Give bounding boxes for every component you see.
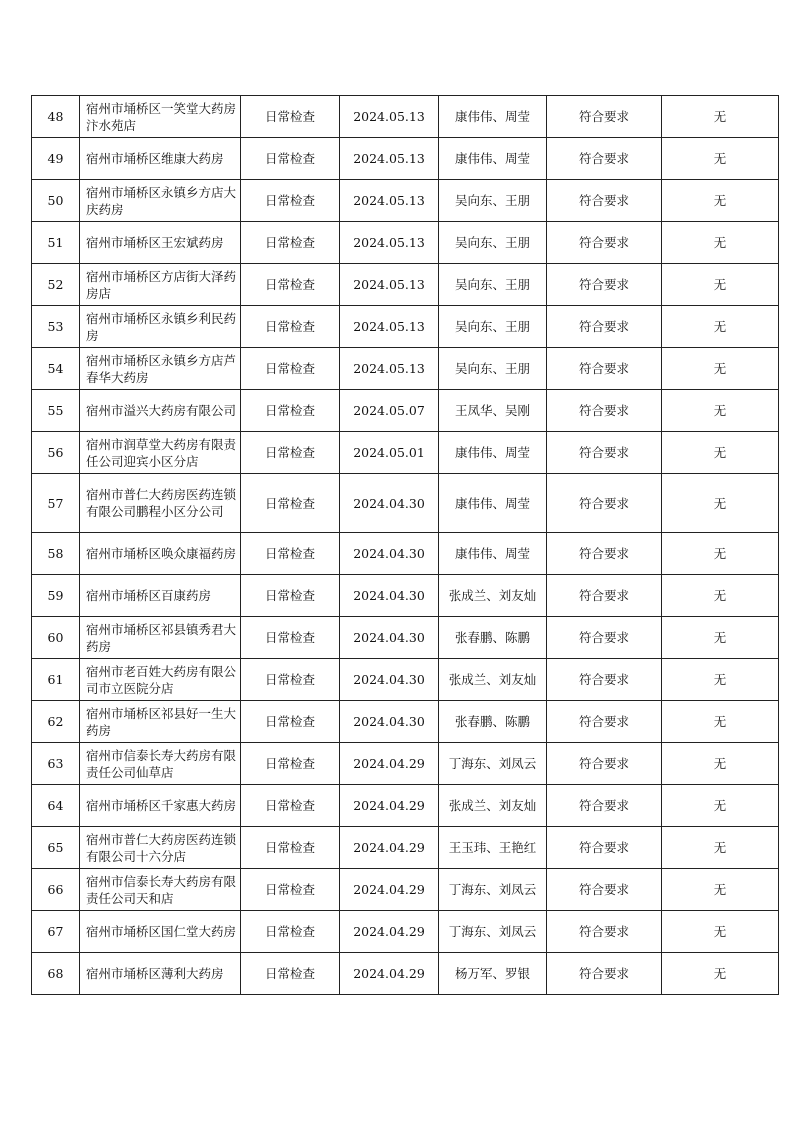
inspection-type-cell: 日常检查 <box>241 617 340 659</box>
inspection-table <box>31 95 779 995</box>
remark-cell: 无 <box>662 348 779 390</box>
row-number-cell: 66 <box>32 869 80 911</box>
remark-cell: 无 <box>662 432 779 474</box>
inspection-date-cell: 2024.04.30 <box>340 659 439 701</box>
row-number-cell: 53 <box>32 306 80 348</box>
row-number-cell: 65 <box>32 827 80 869</box>
inspection-type-cell: 日常检查 <box>241 264 340 306</box>
remark-cell: 无 <box>662 264 779 306</box>
inspection-date-cell: 2024.04.29 <box>340 743 439 785</box>
pharmacy-name-cell: 宿州市埇桥区永镇乡方店芦春华大药房 <box>80 348 241 390</box>
remark-cell: 无 <box>662 390 779 432</box>
inspectors-cell: 王玉玮、王艳红 <box>439 827 547 869</box>
result-cell: 符合要求 <box>547 138 662 180</box>
result-cell: 符合要求 <box>547 96 662 138</box>
pharmacy-name-cell: 宿州市埇桥区国仁堂大药房 <box>80 911 241 953</box>
table-row <box>32 785 779 827</box>
result-cell: 符合要求 <box>547 222 662 264</box>
result-cell: 符合要求 <box>547 306 662 348</box>
inspection-date-cell: 2024.04.30 <box>340 533 439 575</box>
inspectors-cell: 吴向东、王朋 <box>439 180 547 222</box>
inspection-type-cell: 日常检查 <box>241 306 340 348</box>
inspection-date-cell: 2024.05.13 <box>340 306 439 348</box>
inspection-type-cell: 日常检查 <box>241 869 340 911</box>
result-cell: 符合要求 <box>547 659 662 701</box>
result-cell: 符合要求 <box>547 348 662 390</box>
row-number-cell: 52 <box>32 264 80 306</box>
inspection-type-cell: 日常检查 <box>241 533 340 575</box>
inspection-type-cell: 日常检查 <box>241 432 340 474</box>
pharmacy-name-cell: 宿州市埇桥区千家惠大药房 <box>80 785 241 827</box>
row-number-cell: 58 <box>32 533 80 575</box>
table-row <box>32 953 779 995</box>
inspectors-cell: 张春鹏、陈鹏 <box>439 701 547 743</box>
inspection-date-cell: 2024.05.13 <box>340 96 439 138</box>
inspection-type-cell: 日常检查 <box>241 390 340 432</box>
remark-cell: 无 <box>662 785 779 827</box>
inspection-date-cell: 2024.05.13 <box>340 348 439 390</box>
remark-cell: 无 <box>662 306 779 348</box>
inspectors-cell: 张春鹏、陈鹏 <box>439 617 547 659</box>
table-row <box>32 869 779 911</box>
inspection-date-cell: 2024.04.29 <box>340 911 439 953</box>
pharmacy-name-cell: 宿州市埇桥区永镇乡方店大庆药房 <box>80 180 241 222</box>
pharmacy-name-cell: 宿州市埇桥区祁县好一生大药房 <box>80 701 241 743</box>
inspection-date-cell: 2024.04.29 <box>340 785 439 827</box>
inspectors-cell: 王凤华、吴刚 <box>439 390 547 432</box>
pharmacy-name-cell: 宿州市老百姓大药房有限公司市立医院分店 <box>80 659 241 701</box>
inspection-type-cell: 日常检查 <box>241 785 340 827</box>
remark-cell: 无 <box>662 953 779 995</box>
remark-cell: 无 <box>662 96 779 138</box>
inspection-date-cell: 2024.04.30 <box>340 474 439 533</box>
table-row <box>32 911 779 953</box>
row-number-cell: 60 <box>32 617 80 659</box>
remark-cell: 无 <box>662 617 779 659</box>
inspection-date-cell: 2024.05.13 <box>340 138 439 180</box>
remark-cell: 无 <box>662 701 779 743</box>
remark-cell: 无 <box>662 869 779 911</box>
row-number-cell: 63 <box>32 743 80 785</box>
inspection-type-cell: 日常检查 <box>241 180 340 222</box>
inspectors-cell: 张成兰、刘友灿 <box>439 785 547 827</box>
inspection-date-cell: 2024.04.30 <box>340 575 439 617</box>
inspectors-cell: 吴向东、王朋 <box>439 306 547 348</box>
table-row <box>32 306 779 348</box>
pharmacy-name-cell: 宿州市埇桥区方店街大泽药房店 <box>80 264 241 306</box>
remark-cell: 无 <box>662 743 779 785</box>
row-number-cell: 55 <box>32 390 80 432</box>
inspection-type-cell: 日常检查 <box>241 827 340 869</box>
pharmacy-name-cell: 宿州市埇桥区祁县镇秀君大药房 <box>80 617 241 659</box>
pharmacy-name-cell: 宿州市信泰长寿大药房有限责任公司仙草店 <box>80 743 241 785</box>
remark-cell: 无 <box>662 138 779 180</box>
pharmacy-name-cell: 宿州市埇桥区维康大药房 <box>80 138 241 180</box>
result-cell: 符合要求 <box>547 180 662 222</box>
inspection-type-cell: 日常检查 <box>241 701 340 743</box>
inspection-date-cell: 2024.05.13 <box>340 222 439 264</box>
inspectors-cell: 康伟伟、周莹 <box>439 138 547 180</box>
inspection-type-cell: 日常检查 <box>241 348 340 390</box>
row-number-cell: 61 <box>32 659 80 701</box>
result-cell: 符合要求 <box>547 743 662 785</box>
remark-cell: 无 <box>662 533 779 575</box>
inspection-type-cell: 日常检查 <box>241 575 340 617</box>
remark-cell: 无 <box>662 827 779 869</box>
remark-cell: 无 <box>662 659 779 701</box>
inspection-type-cell: 日常检查 <box>241 953 340 995</box>
table-row <box>32 617 779 659</box>
result-cell: 符合要求 <box>547 827 662 869</box>
inspection-date-cell: 2024.04.30 <box>340 617 439 659</box>
inspection-type-cell: 日常检查 <box>241 743 340 785</box>
table-row <box>32 138 779 180</box>
table-row <box>32 701 779 743</box>
inspectors-cell: 吴向东、王朋 <box>439 348 547 390</box>
inspection-type-cell: 日常检查 <box>241 96 340 138</box>
table-row <box>32 533 779 575</box>
inspection-type-cell: 日常检查 <box>241 222 340 264</box>
inspectors-cell: 丁海东、刘凤云 <box>439 869 547 911</box>
pharmacy-name-cell: 宿州市埇桥区永镇乡利民药房 <box>80 306 241 348</box>
row-number-cell: 51 <box>32 222 80 264</box>
remark-cell: 无 <box>662 222 779 264</box>
remark-cell: 无 <box>662 911 779 953</box>
inspection-type-cell: 日常检查 <box>241 474 340 533</box>
row-number-cell: 67 <box>32 911 80 953</box>
inspectors-cell: 吴向东、王朋 <box>439 264 547 306</box>
pharmacy-name-cell: 宿州市埇桥区百康药房 <box>80 575 241 617</box>
row-number-cell: 62 <box>32 701 80 743</box>
result-cell: 符合要求 <box>547 474 662 533</box>
inspectors-cell: 丁海东、刘凤云 <box>439 911 547 953</box>
table-row <box>32 659 779 701</box>
result-cell: 符合要求 <box>547 264 662 306</box>
result-cell: 符合要求 <box>547 869 662 911</box>
row-number-cell: 59 <box>32 575 80 617</box>
result-cell: 符合要求 <box>547 701 662 743</box>
table-row <box>32 264 779 306</box>
inspectors-cell: 张成兰、刘友灿 <box>439 659 547 701</box>
inspection-date-cell: 2024.04.30 <box>340 701 439 743</box>
row-number-cell: 56 <box>32 432 80 474</box>
table-row <box>32 222 779 264</box>
inspectors-cell: 康伟伟、周莹 <box>439 533 547 575</box>
pharmacy-name-cell: 宿州市信泰长寿大药房有限责任公司天和店 <box>80 869 241 911</box>
pharmacy-name-cell: 宿州市埇桥区唤众康福药房 <box>80 533 241 575</box>
pharmacy-name-cell: 宿州市埇桥区薄利大药房 <box>80 953 241 995</box>
table-row <box>32 743 779 785</box>
inspection-date-cell: 2024.04.29 <box>340 827 439 869</box>
table-row <box>32 474 779 533</box>
table-row <box>32 390 779 432</box>
inspection-table-body <box>32 96 779 995</box>
remark-cell: 无 <box>662 180 779 222</box>
result-cell: 符合要求 <box>547 617 662 659</box>
inspection-date-cell: 2024.05.01 <box>340 432 439 474</box>
inspectors-cell: 杨万军、罗银 <box>439 953 547 995</box>
table-row <box>32 180 779 222</box>
inspectors-cell: 丁海东、刘凤云 <box>439 743 547 785</box>
inspection-date-cell: 2024.05.07 <box>340 390 439 432</box>
inspectors-cell: 康伟伟、周莹 <box>439 96 547 138</box>
row-number-cell: 54 <box>32 348 80 390</box>
pharmacy-name-cell: 宿州市润草堂大药房有限责任公司迎宾小区分店 <box>80 432 241 474</box>
pharmacy-name-cell: 宿州市埇桥区一笑堂大药房汴水苑店 <box>80 96 241 138</box>
table-row <box>32 575 779 617</box>
result-cell: 符合要求 <box>547 575 662 617</box>
result-cell: 符合要求 <box>547 533 662 575</box>
result-cell: 符合要求 <box>547 390 662 432</box>
inspection-type-cell: 日常检查 <box>241 138 340 180</box>
row-number-cell: 64 <box>32 785 80 827</box>
row-number-cell: 48 <box>32 96 80 138</box>
inspection-date-cell: 2024.05.13 <box>340 264 439 306</box>
inspection-date-cell: 2024.04.29 <box>340 953 439 995</box>
row-number-cell: 50 <box>32 180 80 222</box>
inspectors-cell: 张成兰、刘友灿 <box>439 575 547 617</box>
remark-cell: 无 <box>662 474 779 533</box>
row-number-cell: 57 <box>32 474 80 533</box>
table-row <box>32 432 779 474</box>
remark-cell: 无 <box>662 575 779 617</box>
table-row <box>32 96 779 138</box>
inspection-date-cell: 2024.04.29 <box>340 869 439 911</box>
result-cell: 符合要求 <box>547 911 662 953</box>
inspectors-cell: 康伟伟、周莹 <box>439 474 547 533</box>
row-number-cell: 49 <box>32 138 80 180</box>
pharmacy-name-cell: 宿州市溢兴大药房有限公司 <box>80 390 241 432</box>
table-row <box>32 827 779 869</box>
inspection-date-cell: 2024.05.13 <box>340 180 439 222</box>
inspectors-cell: 吴向东、王朋 <box>439 222 547 264</box>
inspection-type-cell: 日常检查 <box>241 911 340 953</box>
result-cell: 符合要求 <box>547 953 662 995</box>
pharmacy-name-cell: 宿州市普仁大药房医药连锁有限公司鹏程小区分公司 <box>80 474 241 533</box>
inspectors-cell: 康伟伟、周莹 <box>439 432 547 474</box>
row-number-cell: 68 <box>32 953 80 995</box>
table-row <box>32 348 779 390</box>
inspection-type-cell: 日常检查 <box>241 659 340 701</box>
result-cell: 符合要求 <box>547 785 662 827</box>
result-cell: 符合要求 <box>547 432 662 474</box>
pharmacy-name-cell: 宿州市埇桥区王宏斌药房 <box>80 222 241 264</box>
pharmacy-name-cell: 宿州市普仁大药房医药连锁有限公司十六分店 <box>80 827 241 869</box>
